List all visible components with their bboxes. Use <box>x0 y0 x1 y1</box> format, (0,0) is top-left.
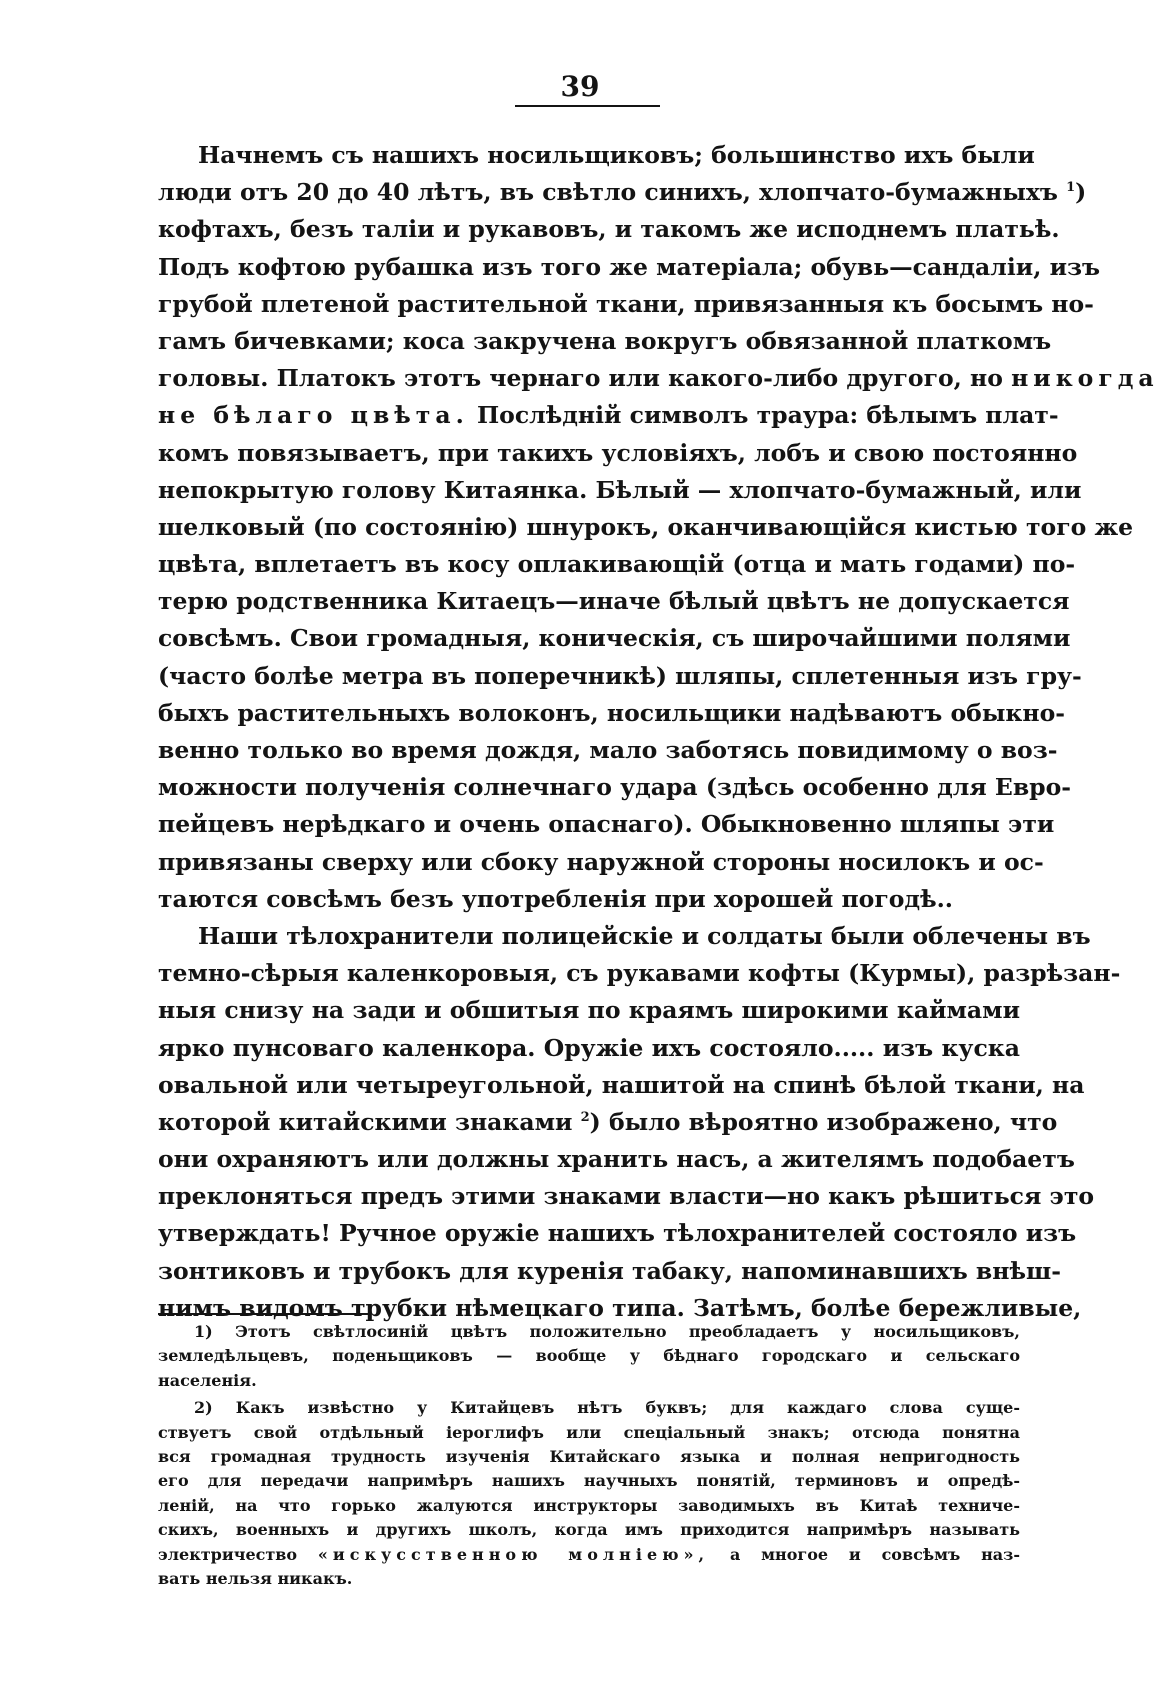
footnote-line: населенія. <box>158 1370 257 1390</box>
text-line: темно-сѣрыя каленкоровыя, съ рукавами кофты (Курмы), разрѣзан- <box>158 959 1121 988</box>
text-line: привязаны сверху или сбоку наружной стороны носилокъ и ос- <box>158 847 1044 876</box>
footnote-line: леній, на что горько жалуются инструкторы заводимыхъ въ Китаѣ техниче- <box>158 1495 1020 1515</box>
text-line: Наши тѣлохранители полицейскіе и солдаты были облечены въ <box>198 921 1091 950</box>
text-line: гамъ бичевками; коса закручена вокругъ обвязанной платкомъ <box>158 326 1052 355</box>
text-segment: люди отъ 20 до 40 лѣтъ, въ свѣтло синихъ, хлопчато-бумажныхъ <box>158 178 1058 207</box>
footnote-line: скихъ, военныхъ и другихъ школъ, когда имъ приходится напримѣръ называть <box>158 1520 1020 1540</box>
text-line: пейцевъ нерѣдкаго и очень опаснаго). Обыкновенно шляпы эти <box>158 810 1055 839</box>
text-segment: которой китайскими знаками <box>158 1107 573 1136</box>
text-line: ныя снизу на зади и обшитыя по краямъ широкими каймами <box>158 996 1020 1025</box>
footnote-line: 2) Какъ извѣстно у Китайцевъ нѣтъ буквъ; для каждаго слова суще- <box>194 1398 1020 1418</box>
spaced-emphasis: «искусственною молніею», <box>317 1544 710 1564</box>
text-segment: головы. Платокъ этотъ чернаго или какого-либо другого, но <box>158 364 1003 393</box>
text-line: терю родственника Китаецъ—иначе бѣлый цвѣтъ не допускается <box>158 587 1070 616</box>
footnote-rule <box>158 1313 370 1315</box>
text-segment: ) было вѣроятно изображено, что <box>589 1107 1058 1136</box>
text-segment: а многое и совсѣмъ наз- <box>729 1544 1021 1564</box>
text-segment: электричество <box>158 1544 298 1564</box>
text-line: Подъ кофтою рубашка изъ того же матеріала; обувь—сандаліи, изъ <box>158 252 1101 281</box>
text-line: кофтахъ, безъ таліи и рукавовъ, и такомъ же исподнемъ платьѣ. <box>158 215 1060 244</box>
text-line: Начнемъ съ нашихъ носильщиковъ; большинство ихъ были <box>198 141 1035 169</box>
footnote-line: его для передачи напримѣръ нашихъ научныхъ понятій, терминовъ и опредѣ- <box>158 1471 1020 1491</box>
footnote-line: ствуетъ свой отдѣльный іероглифъ или спеціальный знакъ; отсюда понятна <box>158 1422 1020 1442</box>
main-text <box>158 137 1159 1327</box>
text-line: нимъ видомъ трубки нѣмецкаго типа. Затѣмъ, болѣе бережливые, <box>158 1293 1082 1322</box>
text-line <box>158 1104 1058 1141</box>
spaced-emphasis: не бѣлаго цвѣта. <box>158 401 469 430</box>
footnote-line: 1) Этотъ свѣтлосиній цвѣтъ положительно преобладаетъ у носильщиковъ, <box>194 1322 1020 1341</box>
text-line: таются совсѣмъ безъ употребленія при хорошей погодѣ.. <box>158 884 953 913</box>
text-segment: ) <box>1075 178 1087 207</box>
text-line: непокрытую голову Китаянка. Бѣлый — хлопчато-бумажный, или <box>158 475 1082 504</box>
text-line: (часто болѣе метра въ поперечникѣ) шляпы, сплетенныя изъ гру- <box>158 661 1082 690</box>
text-line <box>158 174 1087 211</box>
text-segment: Послѣдній символъ траура: бѣлымъ плат- <box>476 401 1059 430</box>
text-line: венно только во время дождя, мало заботясь повидимому о воз- <box>158 736 1058 764</box>
text-line: совсѣмъ. Свои громадныя, коническія, съ широчайшими полями <box>158 624 1071 653</box>
footnote-line <box>158 1543 1020 1567</box>
page-number-rule <box>515 105 660 107</box>
text-line: преклоняться предъ этими знаками власти—но какъ рѣшиться это <box>158 1182 1095 1211</box>
text-line: быхъ растительныхъ волоконъ, носильщики надѣваютъ обыкно- <box>158 698 1066 727</box>
footnotes <box>158 1320 1020 1591</box>
text-line: можности полученія солнечнаго удара (здѣсь особенно для Евро- <box>158 773 1072 802</box>
text-line: зонтиковъ и трубокъ для куренія табаку, напоминавшихъ внѣш- <box>158 1256 1061 1285</box>
text-line: утверждать! Ручное оружіе нашихъ тѣлохранителей состояло изъ <box>158 1219 1077 1248</box>
page-number: 39 <box>560 70 600 103</box>
footnote-ref-1: 1 <box>1066 180 1076 196</box>
footnote-line: вать нельзя никакъ. <box>158 1568 353 1588</box>
text-line: овальной или четыреугольной, нашитой на спинѣ бѣлой ткани, на <box>158 1070 1085 1099</box>
text-line: ярко пунсоваго каленкора. Оружіе ихъ состояло..... изъ куска <box>158 1033 1020 1062</box>
footnote-line: вся громадная трудность изученія Китайскаго языка и полная непригодность <box>158 1446 1020 1466</box>
text-line: цвѣта, вплетаетъ въ косу оплакивающій (отца и мать годами) по- <box>158 550 1076 579</box>
text-line: комъ повязываетъ, при такихъ условіяхъ, лобъ и свою постоянно <box>158 438 1078 467</box>
spaced-emphasis: никогда <box>1011 364 1159 393</box>
text-line <box>158 397 1059 434</box>
footnote-ref-2: 2 <box>580 1110 590 1126</box>
text-line: они охраняютъ или должны хранить насъ, а жителямъ подобаетъ <box>158 1145 1075 1174</box>
footnote-line: земледѣльцевъ, поденьщиковъ — вообще у бѣднаго городскаго и сельскаго <box>158 1346 1020 1366</box>
text-line <box>158 360 1159 397</box>
text-line: грубой плетеной растительной ткани, привязанныя къ босымъ но- <box>158 289 1094 318</box>
text-line: шелковый (по состоянію) шнурокъ, оканчивающійся кистью того же <box>158 512 1134 541</box>
